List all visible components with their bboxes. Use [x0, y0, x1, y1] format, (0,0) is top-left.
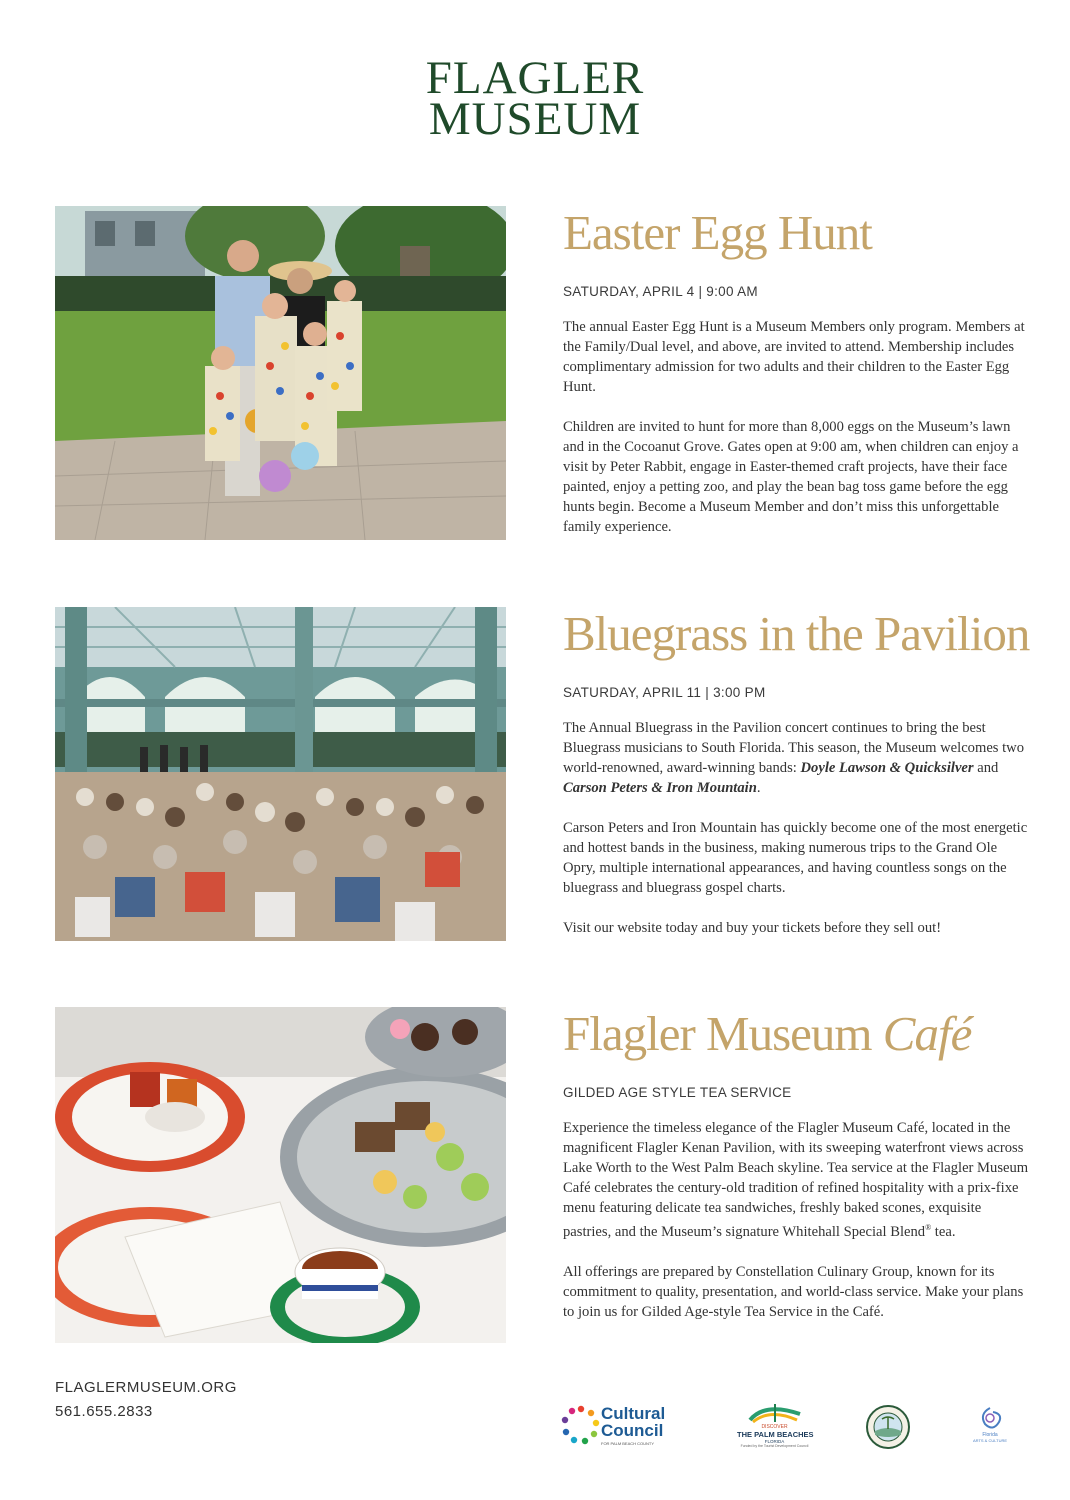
event-details: Children are invited to hunt for more than 8,000 eggs on the Museum’s lawn and in the Cocoanut Grove. Gates open at 9:00 am, when children can enjoy a visit by Peter Rabbit, engage in Easter-themed craft projects, have their face painted, enjoy a petting zoo, and play the bean bag toss game before the egg hunts begin. Become a Museum Member and don’t miss this unforgettable family experience. [563, 419, 1019, 535]
event-bluegrass [563, 607, 1033, 938]
museum-logo [0, 52, 1070, 145]
text-span: tea. [931, 1223, 956, 1240]
event-title: Bluegrass in the Pavilion [563, 606, 1030, 661]
event-description [563, 1118, 1033, 1242]
tea-service-photo [55, 1007, 506, 1343]
discover-palm-beaches-logo [737, 1400, 812, 1452]
cultural-council-wordmark [601, 1405, 665, 1439]
event-date: SATURDAY, APRIL 11 | 3:00 PM [563, 685, 766, 700]
logo-line-2: MUSEUM [428, 93, 642, 145]
text-span: . [756, 780, 761, 796]
event-title: Easter Egg Hunt [563, 205, 872, 260]
easter-family-photo [55, 206, 506, 540]
logo-line-1: FLAGLER [425, 52, 645, 104]
registered-mark: ® [925, 1223, 932, 1232]
cultural-council-mark-icon [561, 1405, 601, 1445]
event-description [563, 718, 1033, 798]
fac-line-2: ARTS & CULTURE [972, 1438, 1008, 1443]
band-name: Doyle Lawson & Quicksilver [800, 760, 974, 776]
website-link[interactable]: FLAGLERMUSEUM.ORG [55, 1379, 237, 1396]
event-title [563, 1007, 1033, 1061]
title-text-italic: Café [882, 1006, 972, 1061]
tpb-small: DISCOVER [761, 1424, 788, 1430]
text-span: The Annual Bluegrass in the Pavilion concert continues to bring the best Bluegrass musicians to South Florida. This season, the Museum welcomes two world-renowned, award-winning bands: [563, 720, 1025, 776]
event-description: The annual Easter Egg Hunt is a Museum Members only program. Members at the Family/Dual level, and above, are invited to attend. Membership includes complimentary admission for two adults and their children to the Easter Egg Hunt. [563, 319, 1025, 395]
event-details: All offerings are prepared by Constellation Culinary Group, known for its commitment to quality, presentation, and world-class service. Make your plans to join us for Gilded Age-style Tea Service in the Café. [563, 1263, 1024, 1320]
event-date: SATURDAY, APRIL 4 | 9:00 AM [563, 284, 758, 299]
tpb-state: FLORIDA [764, 1439, 785, 1444]
event-easter [563, 206, 1033, 537]
florida-arts-swirl-icon [975, 1404, 1005, 1432]
tpb-main: THE PALM BEACHES [737, 1430, 814, 1439]
cc-subtitle: FOR PALM BEACH COUNTY [601, 1441, 655, 1446]
florida-arts-culture-logo [970, 1404, 1010, 1452]
cultural-council-logo [561, 1405, 676, 1450]
event-cta: Visit our website today and buy your tickets before they sell out! [563, 920, 942, 936]
palm-wave-icon [745, 1400, 805, 1424]
text-span: and [973, 760, 999, 776]
event-subhead: GILDED AGE STYLE TEA SERVICE [563, 1085, 792, 1100]
band-name: Carson Peters & Iron Mountain [563, 780, 757, 796]
cc-line-2: Council [601, 1421, 664, 1440]
bluegrass-pavilion-photo [55, 607, 506, 941]
phone-number: 561.655.2833 [55, 1403, 153, 1420]
cc-line-1: Cultural [601, 1404, 666, 1423]
footer-contact [55, 1376, 237, 1424]
title-text: Flagler Museum [563, 1006, 883, 1061]
event-details: Carson Peters and Iron Mountain has quickly become one of the most energetic and hottest bands in the business, making numerous trips to the Grand Ole Opry, multiple international appearances, and having countless songs on the bluegrass and bluegrass gospel charts. [563, 820, 1028, 896]
event-cafe [563, 1007, 1033, 1322]
fac-line-1: Florida [982, 1432, 998, 1438]
text-span: Experience the timeless elegance of the Flagler Museum Café, located in the magnificent Flagler Kenan Pavilion, with its sweeping waterfront views across Lake Worth to the West Palm Beach skyline. Tea service at the Flagler Museum Café celebrates the century-old tradition of refined hospitality with a prix-fixe menu featuring delicate tea sandwiches, freshly baked scones, exquisite pastries, and the Museum’s signature Whitehall Special Blend [563, 1120, 1029, 1240]
palm-beach-county-seal-icon [866, 1405, 910, 1449]
tpb-sub: Funded by the Tourist Development Council [740, 1444, 809, 1448]
